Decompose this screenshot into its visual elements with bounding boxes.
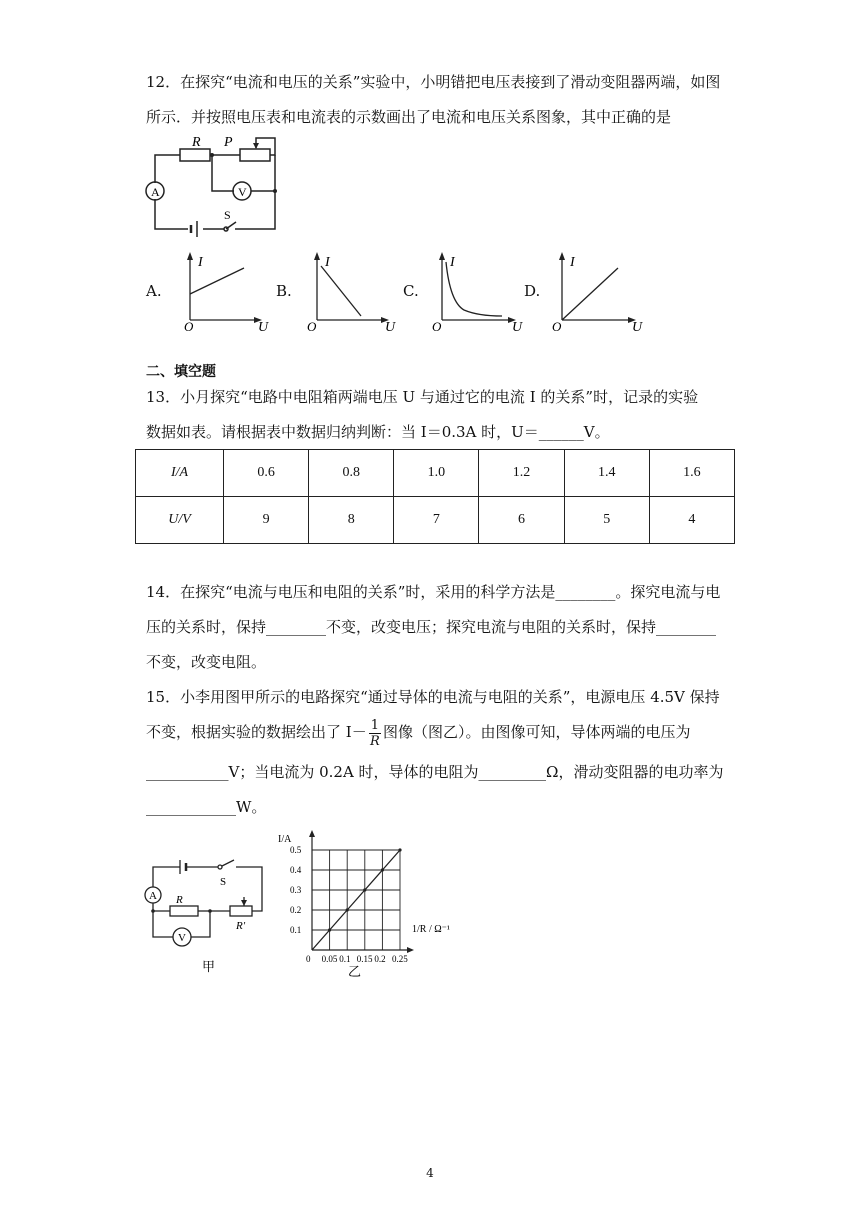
chart-data-point <box>328 928 331 931</box>
table-cell: 8 <box>309 497 394 544</box>
q12-ammeter-label: A <box>151 185 160 199</box>
fig-a-r-label: R <box>176 894 183 906</box>
fig-b-caption: 乙 <box>348 965 362 980</box>
origin-label: O <box>307 319 317 332</box>
fraction-1-over-r: $\frac{1}{R}$ <box>369 717 380 749</box>
option-c-graph[interactable] <box>428 250 526 332</box>
section-title: 二、填空题 <box>146 364 216 380</box>
table-cell: 1.4 <box>564 450 649 497</box>
chart-x-axis-label: 1/R / Ω⁻¹ <box>412 924 450 935</box>
chart-data-point <box>381 868 384 871</box>
chart-x-tick-label: 0.1 <box>339 954 351 964</box>
chart-y-axis-label: I/A <box>278 834 292 845</box>
q15-line2-pre: 不变，根据实验的数据绘出了 I－ <box>146 723 367 741</box>
chart-data-point <box>398 848 401 851</box>
chart-y-tick-label: 0.4 <box>290 865 302 875</box>
fig-a-switch-label: S <box>220 876 227 888</box>
table-cell: 0.8 <box>309 450 394 497</box>
q12-voltmeter-label: V <box>238 185 247 199</box>
chart-x-tick-label: 0.05 <box>321 954 338 964</box>
q14-line3: 不变，改变电阻。 <box>146 653 267 671</box>
q12-switch-label: S <box>224 208 231 222</box>
option-a-graph[interactable] <box>176 250 271 332</box>
table-cell: 7 <box>394 497 479 544</box>
axis-u-label: U <box>512 320 523 332</box>
table-cell: 4 <box>649 497 734 544</box>
q12-circuit-diagram <box>140 135 290 240</box>
axis-i-label: I <box>570 255 575 270</box>
option-b-graph[interactable] <box>303 250 398 332</box>
q15-line1: 15．小李用图甲所示的电路探究“通过导体的电流与电阻的关系”，电源电压 4.5V 保持 <box>146 688 720 706</box>
axis-i-label: I <box>450 255 455 270</box>
origin-label: O <box>552 319 562 332</box>
origin-label: O <box>432 319 442 332</box>
fig-a-voltmeter-label: V <box>178 932 186 944</box>
table-row <box>136 497 735 544</box>
option-a-label[interactable]: A. <box>146 282 162 300</box>
axis-u-label: U <box>258 320 269 332</box>
chart-x-tick-label: 0.25 <box>392 954 408 964</box>
q12-line2: 所示．并按照电压表和电流表的示数画出了电流和电压关系图象，其中正确的是 <box>146 108 672 126</box>
q15-line2 <box>146 715 691 749</box>
table-cell: 0.6 <box>224 450 309 497</box>
chart-y-tick-label: 0.3 <box>290 885 302 895</box>
q14-line1: 14．在探究“电流与电压和电阻的关系”时，采用的科学方法是________。探究电流与电 <box>146 583 721 601</box>
chart-origin-label: 0 <box>306 954 311 964</box>
table-cell: 5 <box>564 497 649 544</box>
chart-y-tick-label: 0.1 <box>290 925 302 935</box>
origin-label: O <box>184 319 194 332</box>
fig-b-chart <box>272 828 472 983</box>
chart-x-tick-label: 0.15 <box>356 954 373 964</box>
axis-u-label: U <box>632 320 643 332</box>
table-cell: 6 <box>479 497 564 544</box>
q15-line3: ___________V；当电流为 0.2A 时，导体的电阻为_________Ω，滑动变阻器的电功率为 <box>146 763 724 781</box>
fig-a-caption: 甲 <box>202 960 216 975</box>
table-cell: 1.6 <box>649 450 734 497</box>
q12-p-label: P <box>224 135 233 150</box>
page-number: 4 <box>426 1166 434 1180</box>
table-cell: 1.2 <box>479 450 564 497</box>
table-cell: 9 <box>224 497 309 544</box>
table-row <box>136 450 735 497</box>
chart-series-line <box>312 850 400 950</box>
q13-data-table <box>135 449 735 544</box>
q14-line2: 压的关系时，保持________不变，改变电压；探究电流与电阻的关系时，保持________ <box>146 618 717 636</box>
axis-i-label: I <box>325 255 330 270</box>
table-header-voltage: U/V <box>136 497 224 544</box>
q15-line2-post: 图像（图乙）。由图像可知，导体两端的电压为 <box>382 723 691 741</box>
chart-data-point <box>363 888 366 891</box>
option-c-label[interactable]: C. <box>403 282 419 300</box>
chart-x-tick-label: 0.2 <box>374 954 386 964</box>
q12-r-label: R <box>192 135 201 150</box>
chart-data-point <box>346 908 349 911</box>
axis-u-label: U <box>385 320 396 332</box>
chart-y-tick-label: 0.5 <box>290 845 302 855</box>
axis-i-label: I <box>198 255 203 270</box>
option-d-graph[interactable] <box>548 250 646 332</box>
q12-line1: 12．在探究“电流和电压的关系”实验中，小明错把电压表接到了滑动变阻器两端，如图 <box>146 73 721 91</box>
fig-a-rprime-label: R′ <box>236 920 246 932</box>
table-header-current: I/A <box>136 450 224 497</box>
fig-a-circuit <box>140 855 270 980</box>
fig-a-ammeter-label: A <box>149 890 157 902</box>
q13-line1: 13．小月探究“电路中电阻箱两端电压 U 与通过它的电流 I 的关系”时，记录的实验 <box>146 388 699 406</box>
option-b-label[interactable]: B. <box>276 282 292 300</box>
option-d-label[interactable]: D. <box>524 282 541 300</box>
q15-line4: ____________W。 <box>146 798 267 816</box>
chart-y-tick-label: 0.2 <box>290 905 302 915</box>
q13-line2: 数据如表。请根据表中数据归纳判断：当 I＝0.3A 时，U＝______V。 <box>146 423 610 441</box>
table-cell: 1.0 <box>394 450 479 497</box>
